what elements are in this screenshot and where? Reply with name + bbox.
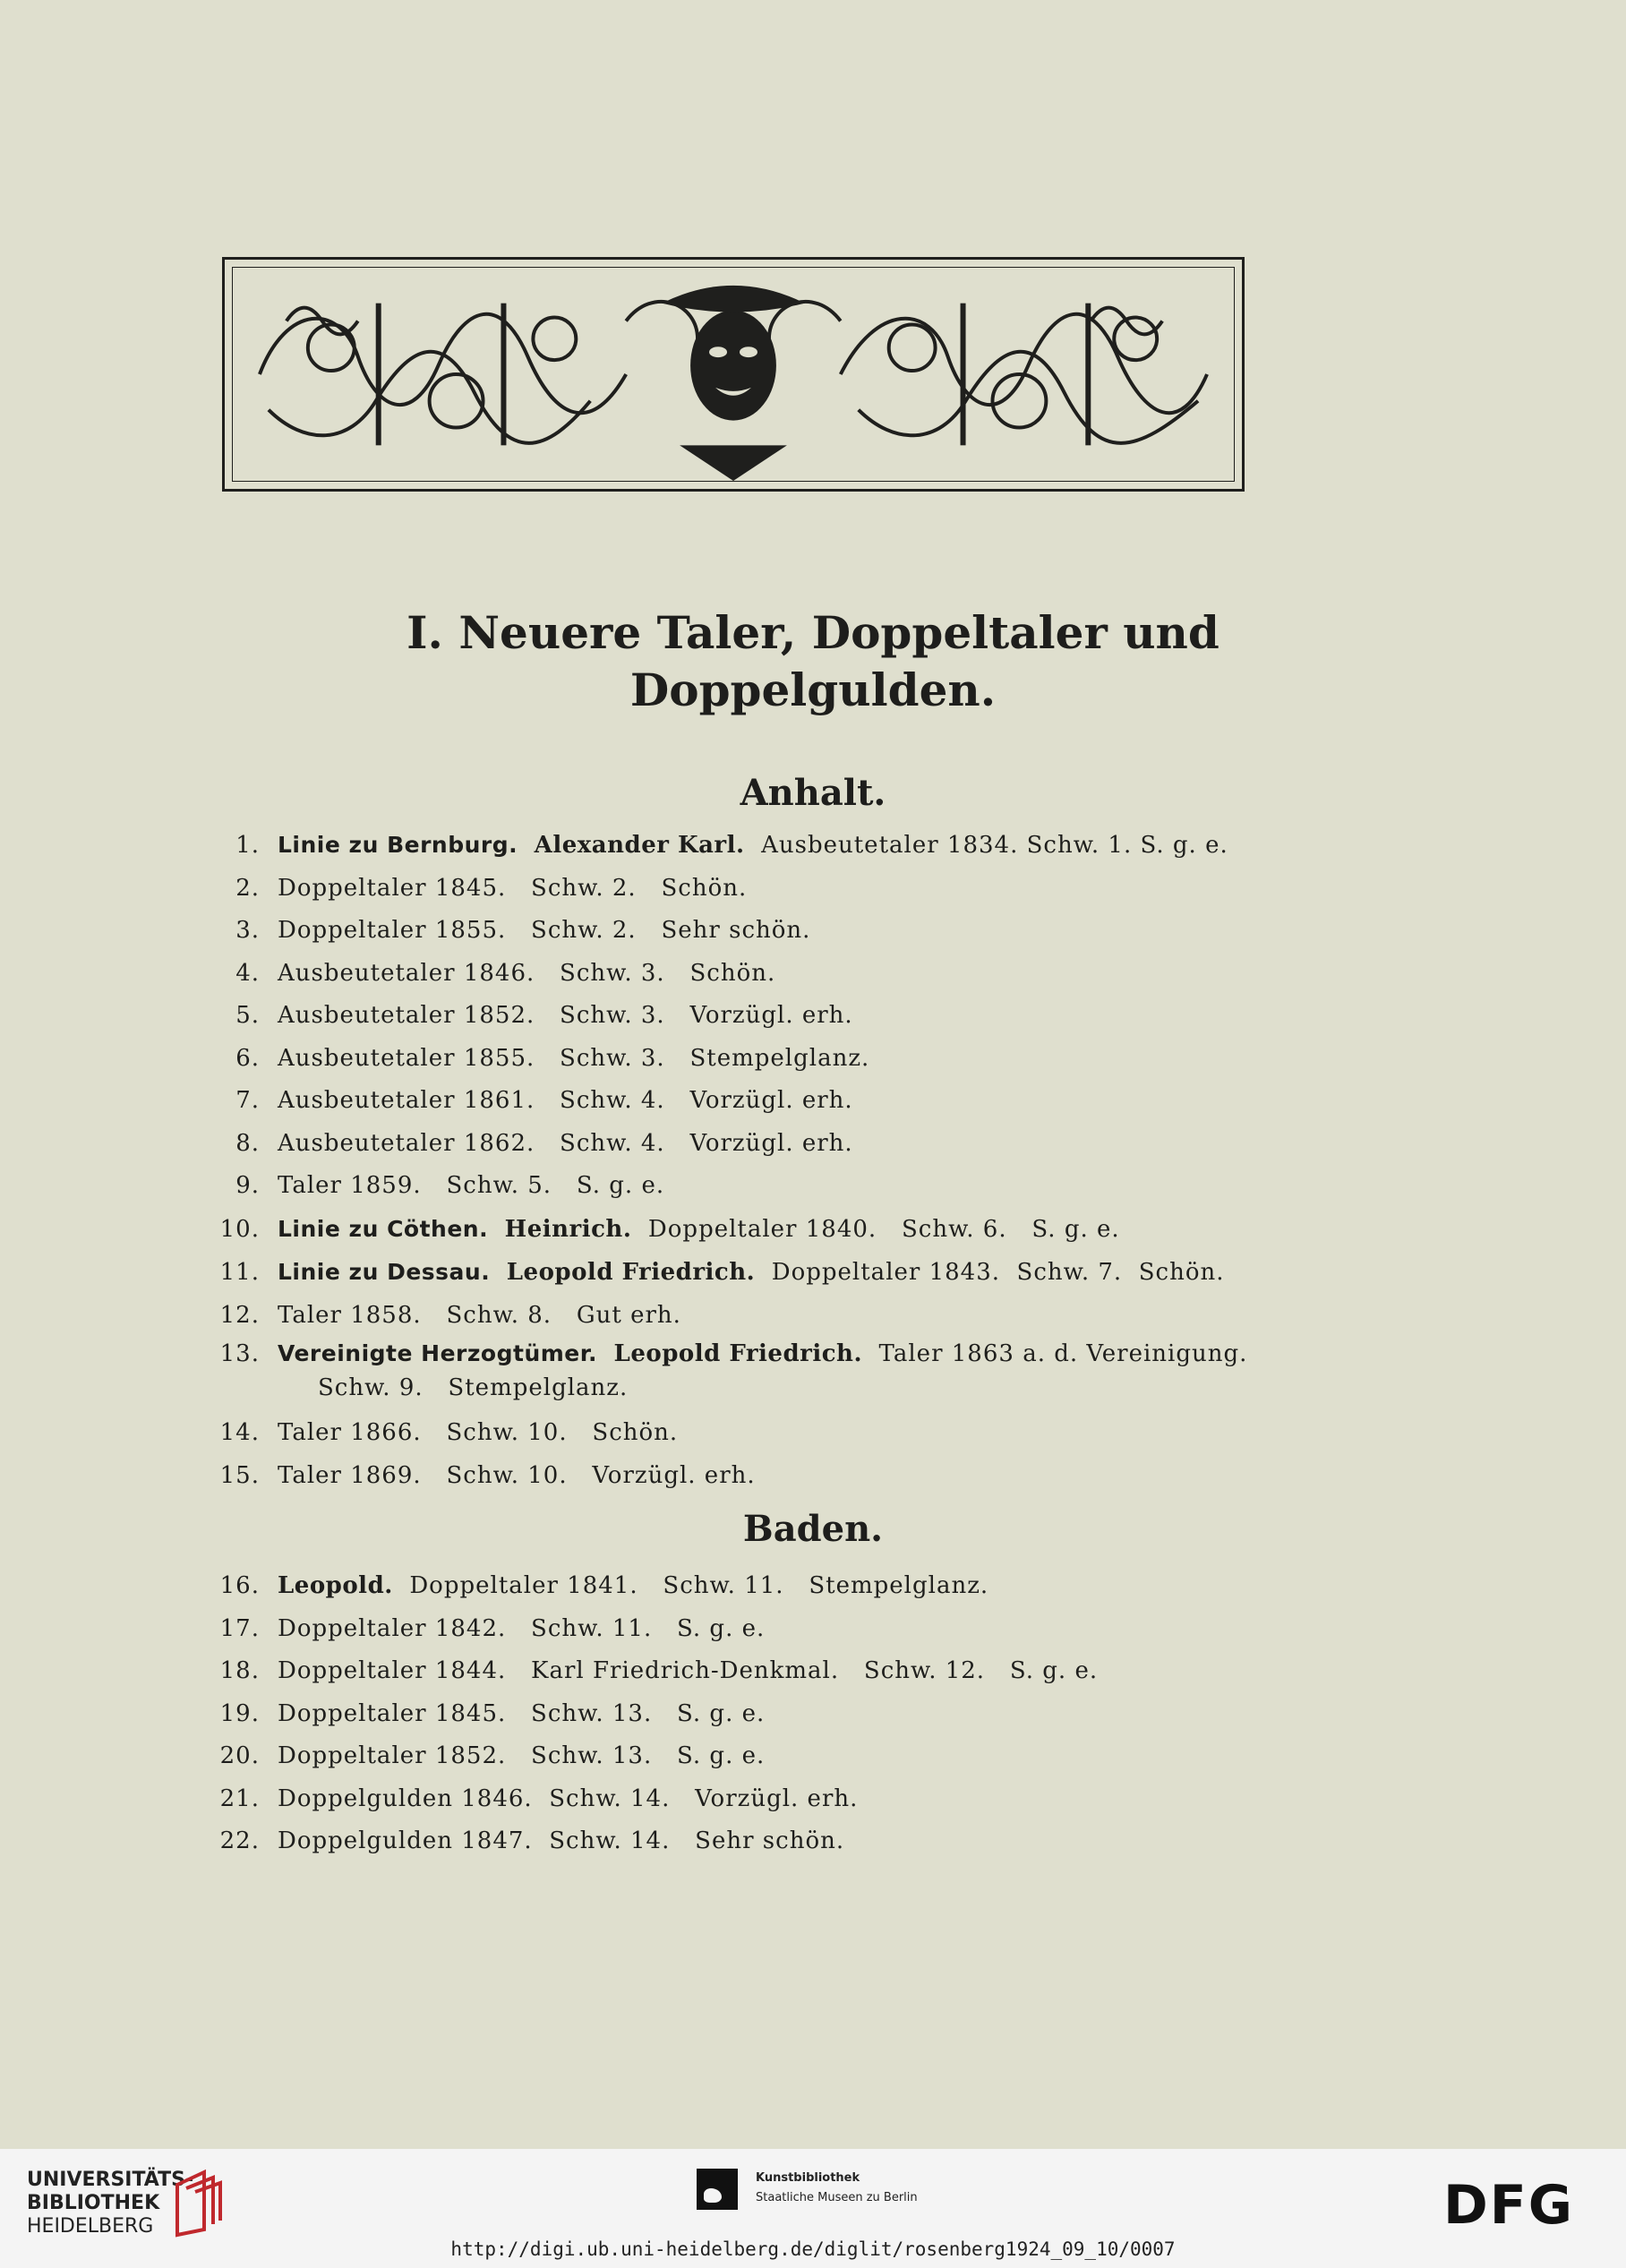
entry-text: Doppeltaler 1845. Schw. 13. S. g. e.	[278, 1699, 766, 1727]
entry-lineage: Linie zu Cöthen.	[278, 1215, 489, 1242]
title-line-2: Doppelgulden.	[629, 663, 997, 716]
entry-text: Taler 1869. Schw. 10. Vorzügl. erh.	[278, 1461, 756, 1489]
entry-number: 9.	[235, 1172, 260, 1199]
entry-number: 19.	[219, 1699, 260, 1727]
entry-text: Taler 1858. Schw. 8. Gut erh.	[278, 1301, 681, 1329]
entry-ruler: Alexander Karl.	[534, 832, 745, 859]
logo-line-1: UNIVERSITÄTS-	[27, 2169, 194, 2191]
entry-number: 3.	[235, 917, 260, 944]
list-item	[206, 868, 1280, 911]
section-heading-anhalt: Anhalt.	[740, 772, 886, 814]
kb-line-1: Kunstbibliothek	[756, 2171, 860, 2185]
entry-number: 15.	[219, 1461, 260, 1489]
list-item	[206, 1208, 1280, 1252]
list-item	[206, 1820, 1280, 1863]
list-item	[206, 1337, 1280, 1412]
entry-text: Doppelgulden 1847. Schw. 14. Sehr schön.	[278, 1827, 845, 1854]
entry-number: 16.	[219, 1572, 260, 1599]
entry-text: Taler 1863 a. d. Vereinigung.	[878, 1340, 1248, 1367]
entry-lineage: Vereinigte Herzogtümer.	[278, 1340, 598, 1366]
entry-lineage: Linie zu Bernburg.	[278, 832, 518, 858]
kunstbibliothek-logo-icon[interactable]	[697, 2169, 738, 2210]
dfg-logo[interactable]: DFG	[1443, 2174, 1575, 2237]
entry-text: Ausbeutetaler 1846. Schw. 3. Schön.	[278, 959, 776, 987]
entry-text: Ausbeutetaler 1852. Schw. 3. Vorzügl. erh.	[278, 1002, 853, 1029]
entry-number: 5.	[235, 1002, 260, 1029]
entry-number: 12.	[219, 1301, 260, 1329]
list-item	[206, 1080, 1280, 1123]
entry-number: 6.	[235, 1044, 260, 1072]
list-item	[206, 1412, 1280, 1455]
entry-list-baden	[206, 1565, 1280, 1863]
list-item	[206, 1251, 1280, 1295]
logo-line-2: BIBLIOTHEK	[27, 2192, 160, 2214]
list-item	[206, 1608, 1280, 1651]
list-item	[206, 995, 1280, 1038]
entry-text: Doppeltaler 1840. Schw. 6. S. g. e.	[647, 1215, 1120, 1243]
list-item	[206, 1038, 1280, 1081]
list-item	[206, 1650, 1280, 1693]
ornament-scrollwork	[233, 268, 1234, 481]
entry-text: Ausbeutetaler 1834. Schw. 1. S. g. e.	[761, 832, 1228, 859]
list-item	[206, 1565, 1280, 1608]
ornamental-header-image	[222, 257, 1245, 492]
list-item	[206, 953, 1280, 996]
entry-text: Doppelgulden 1846. Schw. 14. Vorzügl. erh.	[278, 1784, 859, 1812]
entry-text: Doppeltaler 1842. Schw. 11. S. g. e.	[278, 1614, 766, 1642]
entry-ruler: Heinrich.	[504, 1215, 632, 1243]
entry-text: Ausbeutetaler 1855. Schw. 3. Stempelglanz.	[278, 1044, 870, 1072]
entry-text: Ausbeutetaler 1861. Schw. 4. Vorzügl. erh.	[278, 1087, 853, 1114]
viewer-footer	[0, 2149, 1626, 2268]
title-line-1: I. Neuere Taler, Doppeltaler und	[406, 606, 1220, 659]
entry-number: 2.	[235, 874, 260, 902]
list-item	[206, 1455, 1280, 1498]
entry-number: 13.	[219, 1340, 260, 1367]
list-item	[206, 1778, 1280, 1821]
list-item	[206, 910, 1280, 953]
entry-number: 7.	[235, 1087, 260, 1114]
entry-number: 11.	[219, 1259, 260, 1286]
entry-number: 22.	[219, 1827, 260, 1854]
entry-number: 14.	[219, 1419, 260, 1446]
entry-continuation: Schw. 9. Stempelglanz.	[318, 1374, 629, 1401]
entry-text: Doppeltaler 1855. Schw. 2. Sehr schön.	[278, 917, 811, 944]
entry-number: 17.	[219, 1614, 260, 1642]
entry-text: Ausbeutetaler 1862. Schw. 4. Vorzügl. erh.	[278, 1129, 853, 1157]
entry-lineage: Linie zu Dessau.	[278, 1259, 491, 1285]
entry-number: 21.	[219, 1784, 260, 1812]
library-book-icon	[168, 2167, 226, 2238]
entry-text: Taler 1866. Schw. 10. Schön.	[278, 1419, 679, 1446]
entry-text: Doppeltaler 1852. Schw. 13. S. g. e.	[278, 1742, 766, 1769]
entry-text: Doppeltaler 1841. Schw. 11. Stempelglanz.	[409, 1572, 989, 1599]
entry-ruler: Leopold.	[278, 1572, 393, 1599]
entry-text: Taler 1859. Schw. 5. S. g. e.	[278, 1172, 665, 1199]
entry-number: 8.	[235, 1129, 260, 1157]
kunstbibliothek-label	[756, 2169, 918, 2208]
entry-text: Doppeltaler 1843. Schw. 7. Schön.	[771, 1259, 1225, 1286]
entry-ruler: Leopold Friedrich.	[613, 1340, 863, 1367]
entry-number: 20.	[219, 1742, 260, 1769]
entry-text: Doppeltaler 1844. Karl Friedrich-Denkmal. Schw. 12. S. g. e.	[278, 1657, 1099, 1684]
list-item	[206, 1123, 1280, 1166]
page-title	[0, 604, 1626, 719]
entry-ruler: Leopold Friedrich.	[506, 1259, 756, 1286]
kb-line-2: Staatliche Museen zu Berlin	[756, 2191, 918, 2204]
entry-number: 18.	[219, 1657, 260, 1684]
entry-number: 4.	[235, 959, 260, 987]
page-url[interactable]: http://digi.ub.uni-heidelberg.de/diglit/rosenberg1924_09_10/0007	[450, 2238, 1176, 2260]
entry-number: 1.	[235, 832, 260, 859]
entry-list-anhalt	[206, 824, 1280, 1497]
list-item	[206, 1295, 1280, 1338]
section-heading-baden: Baden.	[742, 1508, 884, 1550]
entry-text: Doppeltaler 1845. Schw. 2. Schön.	[278, 874, 748, 902]
entry-number: 10.	[219, 1215, 260, 1243]
list-item	[206, 1693, 1280, 1736]
list-item	[206, 1165, 1280, 1208]
list-item	[206, 824, 1280, 868]
list-item	[206, 1735, 1280, 1778]
logo-line-3: HEIDELBERG	[27, 2215, 154, 2238]
